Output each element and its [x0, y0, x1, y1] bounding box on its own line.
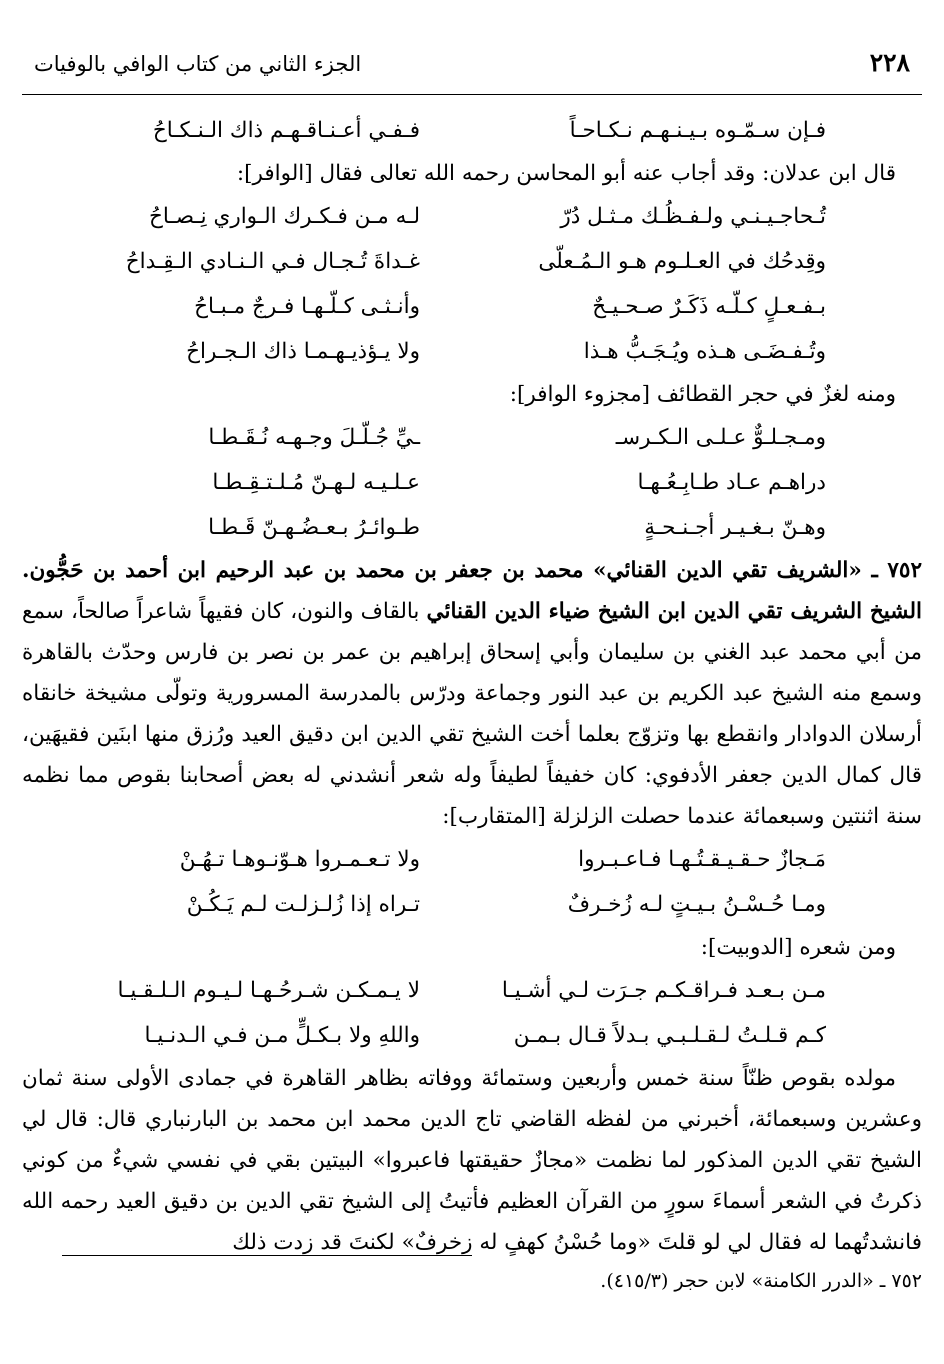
- intro-line: ومنه لغزٌ في حجر القطائف [مجزوء الوافر]:: [509, 382, 896, 407]
- verse-first-hemistich: ومـجـلـوٌّ عـلـى الـكـرسـ: [615, 425, 826, 450]
- verse-line: [22, 968, 922, 1013]
- verse-line: [22, 108, 922, 153]
- verse-second-hemistich: ولا يـؤذيـهـمـا ذاك الـجـراحُ: [186, 339, 420, 364]
- verse-second-hemistich: عـلـيـه لـهـنّ مُـلـتـقِـطـا: [212, 470, 420, 495]
- verse-first-hemistich: وتُـفـضَـى هـذه ويُـجَـبُّ هـذا: [583, 339, 826, 364]
- verse-first-hemistich: وقِدحُك في العـلـوم هـو الـمُـعلّى: [538, 249, 826, 274]
- biography-entry: [22, 550, 922, 837]
- footnote: ٧٥٢ ـ «الدرر الكامنة» لابن حجر (٤١٥/٣).: [600, 1270, 922, 1292]
- verse-first-hemistich: كـم قـلـتُ لـقـلـبـي بـدلاً قـال بـمـن: [513, 1023, 826, 1048]
- footnote-divider: [62, 1255, 472, 1256]
- verse-first-hemistich: دراهـم عـاد طـابِـعُـهـا: [637, 470, 826, 495]
- page-body: [22, 108, 922, 1263]
- verse-line: [22, 284, 922, 329]
- verse-line: [22, 460, 922, 505]
- verse-first-hemistich: بـفـعـلٍ كـلّـه ذَكَـرٌ صـحـيـحٌ: [592, 294, 826, 319]
- verse-line: [22, 1013, 922, 1058]
- verse-line: [22, 329, 922, 374]
- verse-first-hemistich: تُـحاجـيـنـي ولـفـظُـك مـثـل دُرّ: [560, 204, 826, 229]
- verse-line: [22, 415, 922, 460]
- verse-second-hemistich: لا يـمـكـن شـرحُـهـا لـيـوم الـلـقـيـا: [117, 978, 420, 1003]
- running-title: الجزء الثاني من كتاب الوافي بالوفيات: [34, 52, 362, 76]
- entry-heading: ٧٥٢ ـ «الشريف تقي الدين القنائي» محمد بن جعفر بن محمد بن عبد الرحيم ابن أحمد بن حَجُّون. الشيخ الشريف تقي الدين ابن الشيخ ضياء الدين القنائي: [22, 558, 923, 624]
- verse-first-hemistich: فـإن سـمّـوه بـيـنـهـم نـكـاحـاً: [569, 118, 826, 143]
- verse-first-hemistich: مَـجازٌ حـقـيـقـتُـهـا فـاعـبـروا: [578, 847, 826, 872]
- closing-paragraph: مولده بقوص ظنّاً سنة خمس وأربعين وستمائة ووفاته بظاهر القاهرة في جمادى الأولى سنة ثمان وعشرين وسبعمائة، أخبرني من لفظه القاضي تاج الدين محمد ابن محمد بن البارنباري قال: قال لي الشيخ تقي الدين المذكور لما نظمت «مجازٌ حقيقتها فاعبروا» البيتين بقي في نفسي شيءٌ من كوني ذكرتُ في الشعر أسماءَ سورٍ من القرآن العظيم فأتيتُ إلى الشيخ تقي الدين بن دقيق العيد رحمه الله فانشدتُهما له فقال لي لو قلتَ «وما حُسْنُ كهفٍ له زخرفٌ» لكنتَ قد زدت ذلك: [22, 1066, 922, 1255]
- verse-second-hemistich: ـيِّ جُـلّـلَ وجـهـه نُـقَـطـا: [208, 425, 420, 450]
- intro-line: ومن شعره [الدوبيت]:: [700, 935, 896, 960]
- verse-line: [22, 505, 922, 550]
- verse-second-hemistich: فـفـي أعـنـاقـهـم ذاك الـنـكـاحُ: [152, 118, 420, 143]
- page-number: ٢٢٨: [869, 48, 910, 77]
- verse-line: [22, 194, 922, 239]
- verse-first-hemistich: مـن بـعـد فـراقـكـم جـرَت لـي أشـيـا: [501, 978, 826, 1003]
- verse-line: [22, 837, 922, 882]
- verse-second-hemistich: لـه مـن فـكـرك الـواري نِـصـاحُ: [149, 204, 420, 229]
- intro-line: قال ابن عدلان: وقد أجاب عنه أبو المحاسن رحمه الله تعالى فقال [الوافر]:: [236, 161, 896, 186]
- verse-second-hemistich: غـداةَ تُـجـال فـي الـنـادي الـقِـداحُ: [125, 249, 420, 274]
- verse-second-hemistich: تـراه إذا زُلـزلـت لـم يَـكُـنْ: [186, 892, 420, 917]
- page-header: [22, 48, 922, 95]
- verse-first-hemistich: ومـا حُـسْـنُ بـيـتٍ لـه زُخـرفٌ: [567, 892, 826, 917]
- verse-line: [22, 239, 922, 284]
- verse-second-hemistich: ولا تـعـمـروا هـوّنـوهـا تـهُـنْ: [179, 847, 420, 872]
- verse-second-hemistich: وأنـثـى كـلّـهـا فـرجٌ مـبـاحُ: [194, 294, 420, 319]
- verse-second-hemistich: واللهِ ولا بـكـلٍّ مـن فـي الـدنـيـا: [144, 1023, 420, 1048]
- verse-first-hemistich: وهـنّ بـغـيـر أجـنـحـةٍ: [644, 515, 826, 540]
- verse-second-hemistich: طـوائـرُ بـعـضُـهـنّ قَـطـا: [208, 515, 420, 540]
- entry-text: بالقاف والنون، كان فقيهاً شاعراً صالحاً، سمع من أبي محمد عبد الغني بن سليمان وأبي إسحاق إبراهيم بن عمر بن نصر بن فارس وحدّث بالقاهرة وسمع منه الشيخ عبد الكريم بن عبد النور وجماعة ودرّس بالمدرسة المسرورية وتولّى مشيخة خانقاه أرسلان الدوادار وانقطع بها وتزوّج بعلما أخت الشيخ تقي الدين ابن دقيق العيد ورُزق منها ابنَين فقيهَين، قال كمال الدين جعفر الأدفوي: كان خفيفاً لطيفاً وله شعر أنشدني له بعض أصحابنا بقوص مما نظمه سنة اثنتين وسبعمائة عندما حصلت الزلزلة [المتقارب]:: [22, 599, 922, 829]
- verse-line: [22, 882, 922, 927]
